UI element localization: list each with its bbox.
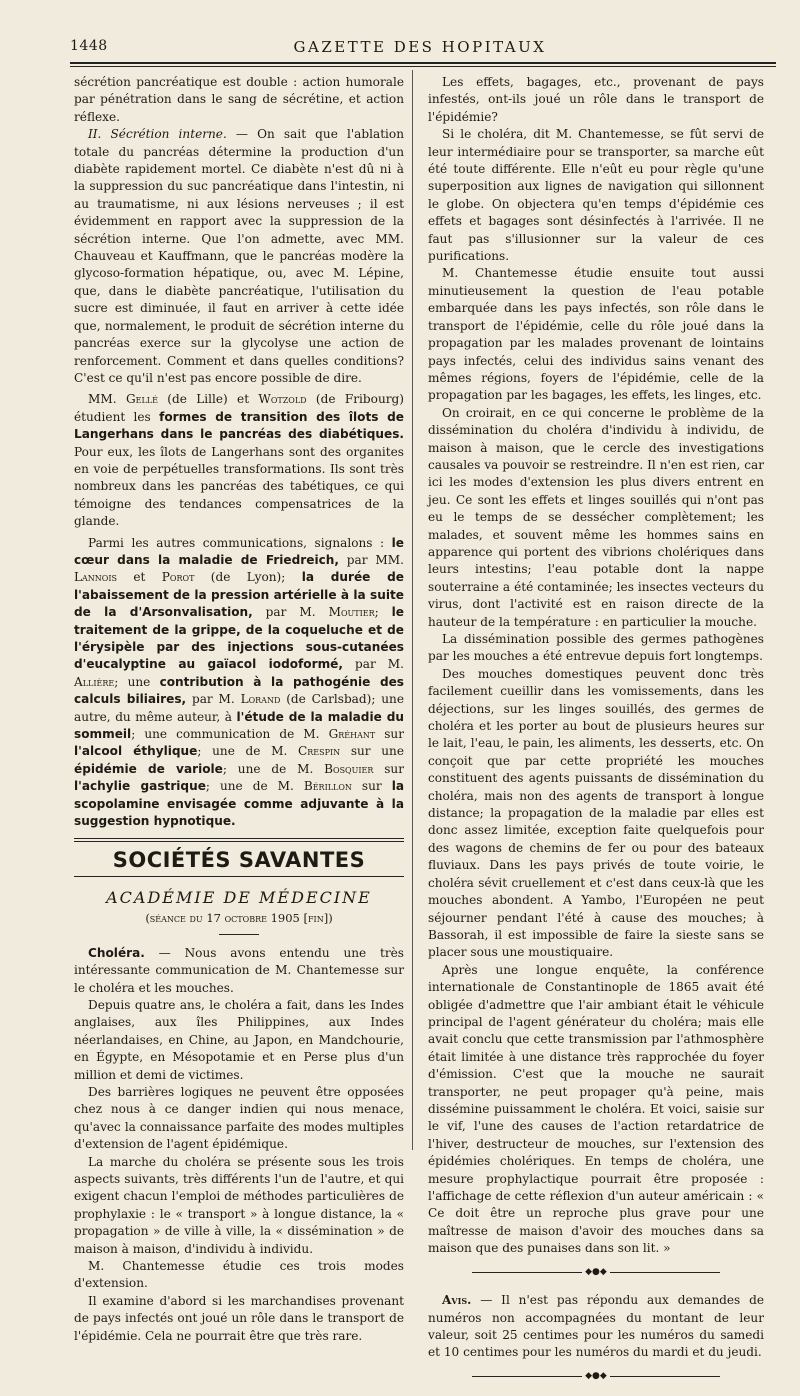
paragraph: La dissémination possible des germes pathogènes par les mouches a été entrevue depuis fort longtemps. [428, 632, 764, 664]
header-rule-thin [70, 66, 776, 67]
paragraph: sécrétion pancréatique est double : action humorale par pénétration dans le sang de sécrétine, et action réflexe. [74, 75, 404, 124]
topic-bold: formes de transition des îlots de Langerhans dans le pancréas des diabétiques. [74, 409, 404, 442]
paragraph: La marche du choléra se présente sous les trois aspects suivants, très différents l'un de l'autre, et qui exigent chacun l'emploi de méthodes particulières de prophylaxie : le « transport » à longue distance, la « propagation » de ville à ville, la « dissémination » de maison à maison, d'individu à individu. [74, 1154, 404, 1256]
session-date: (séance du 17 octobre 1905 [fin]) [145, 911, 333, 926]
avis-lead: Avis. [442, 1293, 472, 1308]
paragraph-langerhans: MM. Gellé (de Lille) et Wotzold (de Fribourg) étudient les formes de transition des îlots de Langerhans dans le pancréas des diabétiques. Pour eux, les îlots de Langerhans sont des organites en voie de perpétuelles transformations. Ils sont très nombreux dans les pancréas des tabétiques, ce qui témoigne des tendances compensatrices de la glande. [74, 392, 404, 529]
paragraph: Les effets, bagages, etc., provenant de pays infestés, ont-ils joué un rôle dans le transport de l'épidémie? [428, 75, 764, 124]
paragraph: Si le choléra, dit M. Chantemesse, se fût servi de leur intermédiaire pour se transporter, sa marche eût été toute différente. Elle n'eût eu pour règle qu'une superposition aux lignes de navigation qui sillonnent le globe. On objectera qu'en temps d'épidémie ces effets et bagages sont désinfectés à l'arrivée. Il ne faut pas s'illusionner sur la valeur de ces purifications. [428, 127, 764, 264]
header-rule [70, 62, 776, 64]
journal-title: GAZETTE DES HOPITAUX [293, 38, 547, 56]
paragraph: M. Chantemesse étudie ensuite tout aussi minutieusement la question de l'eau potable embarquée dans les pays infectés, son rôle dans le transport de l'épidémie, celle du rôle joué dans la propagation par les malades provenant de lointains pays infectés, celui des individus sains venant des mêmes régions, foyers de l'épidémie, celle de la propagation par les bagages, les effets, les linges, etc. [428, 266, 764, 403]
column-divider [412, 70, 413, 1150]
author-name: Wotzold [258, 392, 307, 407]
section-title: SOCIÉTÉS SAVANTES [112, 848, 366, 873]
subheading: II. Sécrétion interne. [88, 127, 227, 142]
academy-heading: ACADÉMIE DE MÉDECINE [106, 887, 372, 907]
ornament-divider [428, 1368, 764, 1387]
paragraph-cholera-intro: Choléra. — Nous avons entendu une très intéressante communication de M. Chantemesse sur le choléra et les mouches. [74, 945, 404, 995]
ornament-icon: ◆●◆ [585, 1266, 607, 1277]
paragraph: On croirait, en ce qui concerne le problème de la dissémination du choléra d'individu à individu, de maison à maison, que le cercle des investigations causales va pouvoir se restreindre. Il n'en est rien, car ici les modes d'extension les plus divers entrent en jeu. Ce sont les effets et linges souillés qui n'ont pas eu le temps de se dessécher complètement; les malades, et souvent même les hommes sains en apparence qui portent des vibrions cholériques dans leurs intestins; l'eau potable dont la nappe souterraine a été contaminée; les insectes vecteurs du virus, dont l'activité est en raison directe de la hauteur de la température : en particulier la mouche. [428, 405, 764, 629]
left-column [74, 74, 404, 1345]
author-name: Gellé [125, 392, 158, 407]
paragraph-avis: Avis. — Il n'est pas répondu aux demandes de numéros non accompagnées du montant de leur valeur, soit 25 centimes pour les numéros du samedi et 10 centimes pour les numéros du mardi et du jeudi. [428, 1293, 764, 1360]
ornament-icon: ◆●◆ [585, 1370, 607, 1381]
ornament-divider [428, 1264, 764, 1283]
paragraph: M. Chantemesse étudie ces trois modes d'extension. [74, 1259, 404, 1291]
paragraph-secretion-interne: II. Sécrétion interne. — On sait que l'ablation totale du pancréas détermine la production d'un diabète rapidement mortel. Ce diabète n'est dû ni à la suppression du suc pancréatique dans l'intestin, ni au traumatisme, ni aux lésions nerveuses ; il est évidemment en rapport avec la suppression de la sécrétion interne. Que l'on admette, avec MM. Chauveau et Kauffmann, que le pancréas modère la glycoso-formation hépatique, ou, avec M. Lépine, que, dans le diabète pancréatique, l'utilisation du sucre est diminuée, il faut en arriver à cette idée que, normalement, le produit de sécrétion interne du pancréas exerce sur la glycolyse une action de renforcement. Comment et dans quelles conditions? C'est ce qu'il n'est pas encore possible de dire. [74, 127, 404, 385]
section-divider [74, 838, 404, 842]
paragraph: Il examine d'abord si les marchandises provenant de pays infectés ont joué un rôle dans le transport de l'épidémie. Cela ne pourrait être que très rare. [74, 1293, 404, 1343]
short-rule [219, 934, 259, 935]
section-rule [74, 876, 404, 877]
page-number: 1448 [70, 38, 108, 54]
paragraph: Des mouches domestiques peuvent donc très facilement cueillir dans les vomissements, dans les déjections, sur les linges souillés, des germes de choléra et les porter au bout de plusieurs heures sur le lait, l'eau, le pain, les aliments, les desserts, etc. On conçoit que par cette propriété les mouches constituent des agents puissants de dissémination du choléra, mais non des agents de transport à longue distance; la propagation de la maladie par elles est donc assez limitée, exception faite quelquefois pour des wagons de chemins de fer ou pour des bateaux fluviaux. Dans les pays privés de toute voirie, le choléra sévit cruellement et c'est dans ceux-là que les mouches abondent. A Yambo, l'Européen ne peut séjourner pendant l'été à cause des mouches; à Bassorah, il est impossible de faire la sieste sans se placer sous une moustiquaire. [428, 666, 764, 960]
page-header [70, 38, 770, 60]
paragraph: Après une longue enquête, la conférence internationale de Constantinople de 1865 avait été obligée d'admettre que l'air ambiant était le véhicule principal de l'agent générateur du choléra; mais elle avait conclu que cette transmission par l'athmosphère était limitée à une distance très rapprochée du foyer d'émission. C'est que la mouche ne saurait transporter, ne peut propager qu'à peine, mais dissémine puissamment le choléra. Et voici, saisie sur le vif, l'une des causes de l'action retardatrice de l'hiver, destructeur de mouches, sur l'extension des épidémies cholériques. En temps de choléra, une mesure prophylactique pourrait être proposée : l'affichage de cette réflexion d'un auteur américain : « Ce doit être un reproche plus grave pour une maîtresse de maison d'avoir des mouches dans sa maison que des punaises dans son lit. » [428, 962, 764, 1256]
paragraph: Depuis quatre ans, le choléra a fait, dans les Indes anglaises, aux îles Philippines, aux Indes néerlandaises, en Chine, au Japon, en Mandchourie, en Égypte, en Mésopotamie et en Perse plus d'un million et demi de victimes. [74, 997, 404, 1082]
right-column [428, 74, 764, 1396]
paragraph: Des barrières logiques ne peuvent être opposées chez nous à ce danger indien qui nous menace, qu'avec la connaissance parfaite des modes multiples d'extension de l'agent épidémique. [74, 1084, 404, 1152]
cholera-lead: Choléra. [88, 945, 145, 960]
paragraph-communications: Parmi les autres communications, signalons : le cœur dans la maladie de Friedreich, par MM. Lannois et Porot (de Lyon); la durée de l'abaissement de la pression artérielle à la suite de la d'Arsonvalisation, par M. Moutier; le traitement de la grippe, de la coqueluche et de l'érysipèle par des injections sous-cutanées d'eucalyptine au gaïacol iodoformé, par M. Allière; une contribution à la pathogénie des calculs biliaires, par M. Lorand (de Carlsbad); une autre, du même auteur, à l'étude de la maladie du sommeil; une communication de M. Gréhant sur l'alcool éthylique; une de M. Crespin sur une épidémie de variole; une de M. Bosquier sur l'achylie gastrique; une de M. Bérillon sur la scopolamine envisagée comme adjuvante à la suggestion hypnotique. [74, 535, 405, 829]
